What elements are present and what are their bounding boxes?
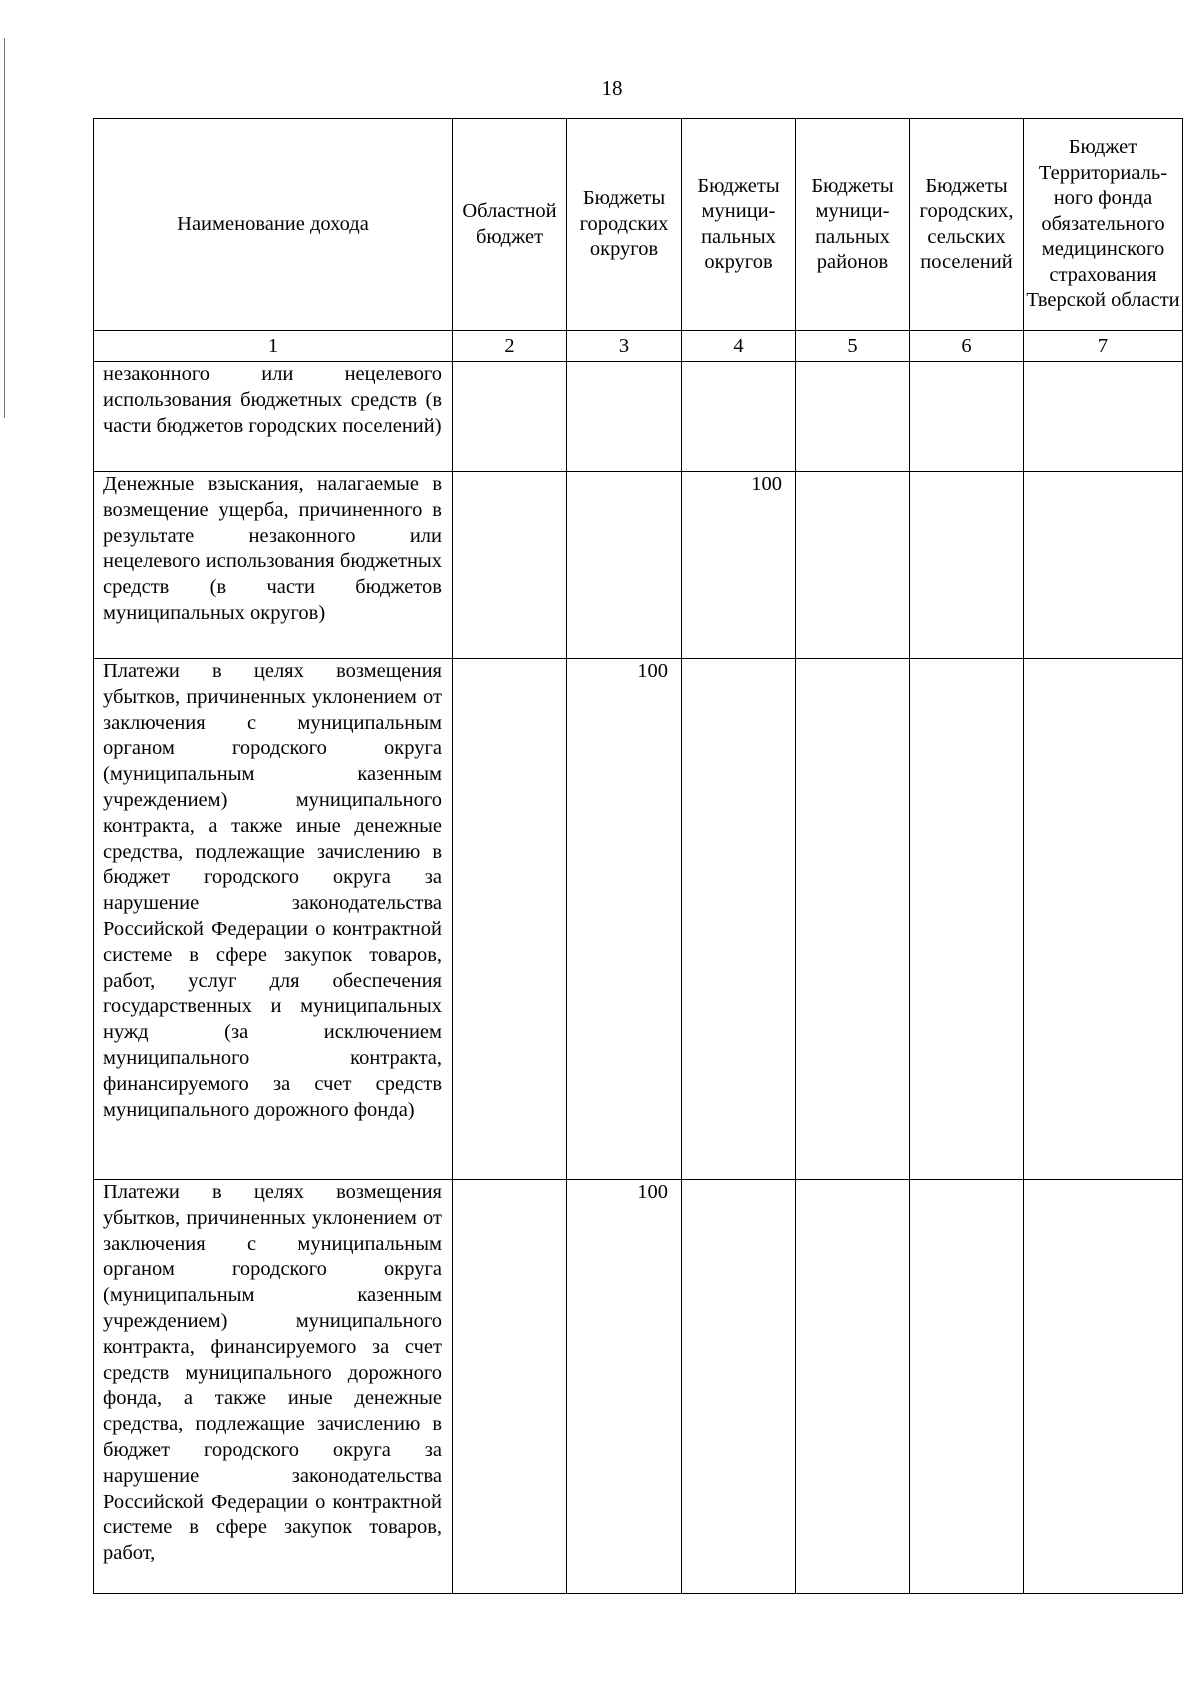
value-cell: 100: [567, 1180, 682, 1594]
column-number: 2: [453, 331, 567, 362]
value-cell: [796, 659, 910, 1180]
value-cell: [910, 362, 1024, 472]
value-cell: [910, 659, 1024, 1180]
income-name-cell: Платежи в целях возмещения убытков, причиненных уклонением от заключения с муниципальным органом городского округа (муниципальным казенным учреждением) муниципального контракта, а также иные денежные средства, подлежащие зачислению в бюджет городского округа за нарушение законодательства Российской Федерации о контрактной системе в сфере закупок товаров, работ, услуг для обеспечения государственных и муниципальных нужд (за исключением муниципального контракта, финансируемого за счет средств муниципального дорожного фонда): [94, 659, 453, 1180]
value-cell: [453, 362, 567, 472]
value-cell: [796, 362, 910, 472]
value-cell: [567, 472, 682, 659]
column-number: 3: [567, 331, 682, 362]
value-cell: [1024, 659, 1183, 1180]
header-medical-insurance-fund: Бюджет Территориаль-ного фонда обязательного медицинского страхования Тверской области: [1024, 119, 1183, 331]
value-cell: [910, 1180, 1024, 1594]
value-cell: [453, 659, 567, 1180]
value-cell: [682, 1180, 796, 1594]
table-row: [94, 362, 1183, 472]
column-number: 6: [910, 331, 1024, 362]
value-cell: [682, 659, 796, 1180]
income-distribution-table: [93, 118, 1183, 1594]
value-cell: [796, 1180, 910, 1594]
header-row: [94, 119, 1183, 331]
value-cell: [796, 472, 910, 659]
table-row: [94, 1180, 1183, 1594]
value-cell: [453, 1180, 567, 1594]
header-city-district-budgets: Бюджеты городских округов: [567, 119, 682, 331]
header-municipal-area-budgets: Бюджеты муници-пальных районов: [796, 119, 910, 331]
column-number: 7: [1024, 331, 1183, 362]
header-regional-budget: Областной бюджет: [453, 119, 567, 331]
value-cell: [682, 362, 796, 472]
value-cell: [910, 472, 1024, 659]
income-name-cell: незаконного или нецелевого использования бюджетных средств (в части бюджетов городских поселений): [94, 362, 453, 472]
value-cell: [1024, 362, 1183, 472]
page-number: 18: [601, 76, 623, 100]
value-cell: [1024, 1180, 1183, 1594]
column-number: 1: [94, 331, 453, 362]
income-name-cell: Платежи в целях возмещения убытков, причиненных уклонением от заключения с муниципальным органом городского округа (муниципальным казенным учреждением) муниципального контракта, финансируемого за счет средств муниципального дорожного фонда, а также иные денежные средства, подлежащие зачислению в бюджет городского округа за нарушение законодательства Российской Федерации о контрактной системе в сфере закупок товаров, работ,: [94, 1180, 453, 1594]
column-number: 5: [796, 331, 910, 362]
column-number: 4: [682, 331, 796, 362]
value-cell: [453, 472, 567, 659]
header-income-name: Наименование дохода: [94, 119, 453, 331]
header-municipal-district-budgets: Бюджеты муници-пальных округов: [682, 119, 796, 331]
column-number-row: [94, 331, 1183, 362]
table-row: [94, 659, 1183, 1180]
value-cell: 100: [567, 659, 682, 1180]
header-settlement-budgets: Бюджеты городских, сельских поселений: [910, 119, 1024, 331]
income-name-cell: Денежные взыскания, налагаемые в возмещение ущерба, причиненного в результате незаконного или нецелевого использования бюджетных средств (в части бюджетов муниципальных округов): [94, 472, 453, 659]
table-row: [94, 472, 1183, 659]
value-cell: [1024, 472, 1183, 659]
value-cell: [567, 362, 682, 472]
value-cell: 100: [682, 472, 796, 659]
